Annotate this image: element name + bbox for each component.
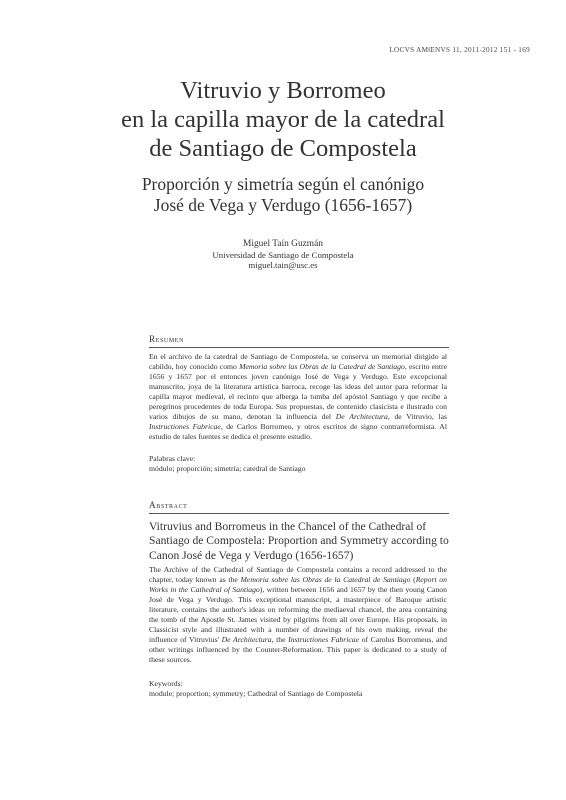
author-block: [0, 239, 566, 271]
abstract-text-run: The Archive of the Cathedral of Santiago de Compostela contains a record addressed to the chapter, today known as the: [149, 565, 447, 585]
article-subtitle: [0, 174, 566, 216]
abstract-keywords-list: module; proportion; symmetry; Cathedral of Santiago de Compostela: [149, 689, 363, 698]
abstract-title: Vitruvius and Borromeus in the Chancel of the Cathedral of Santiago de Compostela: Proportion and Symmetry according to Canon José de Vega y Verdugo (1656-1657): [149, 520, 449, 562]
resumen-keywords-label: Palabras clave:: [149, 454, 196, 463]
author-name: Miguel Taín Guzmán: [243, 239, 323, 249]
abstract-instructiones: Instructiones Fabricae: [288, 635, 360, 645]
title-line: de Santiago de Compostela: [149, 135, 417, 162]
resumen-text-run: , escrito entre 1656 y 1657 por el entonces joven canónigo José de Vega y Verdugo. Este excepcional manuscrito, joya de la literatura artística barroca, recoge las ideas del autor para reformar la capilla mayor medieval, el recinto que alberga la tumba del apóstol Santiago y que recibe a peregrinos procedentes de toda Europa. Sus propuestas, de contenido clasicista e ilustrado con varios dibujos de su mano, denotan la influencia del: [149, 362, 447, 422]
resumen-instructiones: Instructiones Fabricae: [149, 422, 221, 432]
abstract-report-title: Report on Works in the Cathedral of Santiago: [149, 575, 447, 595]
abstract-text-run: ), written between 1656 and 1657 by the then young Canon José de Vega y Verdugo. This exceptional manuscript, a masterpiece of Baroque artistic literature, contains the author's ideas on reforming the mediaeval chancel, the area containing the tomb of the Apostle St. James visited by pilgrims from all over Europe. His proposals, in Classicist style and illustrated with a number of drawings of his own making, reveal the influence of Vitruvius': [149, 585, 447, 645]
author-affiliation: Universidad de Santiago de Compostela: [212, 249, 354, 260]
resumen-keywords-list: módulo; proporción; simetría; catedral de Santiago: [149, 464, 306, 473]
title-line: en la capilla mayor de la catedral: [121, 106, 445, 133]
abstract-memoria-title: Memoria sobre las Obras de la Catedral de Santiago: [240, 575, 411, 585]
abstract-text: [149, 565, 447, 665]
abstract-heading: Abstract: [149, 500, 449, 514]
subtitle-line: Proporción y simetría según el canónigo: [141, 174, 425, 194]
author-email: miguel.tain@usc.es: [248, 260, 318, 270]
abstract-keywords: [149, 679, 447, 699]
abstract-de-architectura: De Architectura: [221, 635, 272, 645]
resumen-heading: Resumen: [149, 334, 449, 348]
resumen-keywords: [149, 454, 447, 474]
subtitle-line: José de Vega y Verdugo (1656-1657): [153, 195, 413, 215]
title-line: Vitruvio y Borromeo: [180, 77, 386, 104]
resumen-text-run: , de Vitruvio, las: [387, 412, 448, 422]
abstract-text-run: , the: [271, 635, 289, 645]
resumen-text-run: , de Carlos Borromeo, y otros escritos de signo contrarreformista. Al estudio de tales fuentes se dedica el presente estudio.: [149, 422, 447, 442]
abstract-text-run: (: [410, 575, 416, 585]
resumen-de-architectura: De Architectura: [335, 412, 388, 422]
abstract-keywords-label: Keywords:: [149, 679, 183, 688]
resumen-memoria-title: Memoria sobre las Obras de la Catedral de Santiago: [239, 362, 405, 372]
resumen-text-run: En el archivo de la catedral de Santiago de Compostela, se conserva un memorial dirigido al cabildo, hoy conocido como: [149, 352, 447, 372]
abstract-text-run: of Carolus Borromeus, and other writings influenced by the Counter-Reformation. This paper is dedicated to a study of these sources.: [149, 635, 447, 665]
article-title: [0, 76, 566, 163]
running-head: LOCVS AMŒNVS 11, 2011-2012 151 - 169: [389, 46, 530, 54]
resumen-text: [149, 352, 447, 442]
